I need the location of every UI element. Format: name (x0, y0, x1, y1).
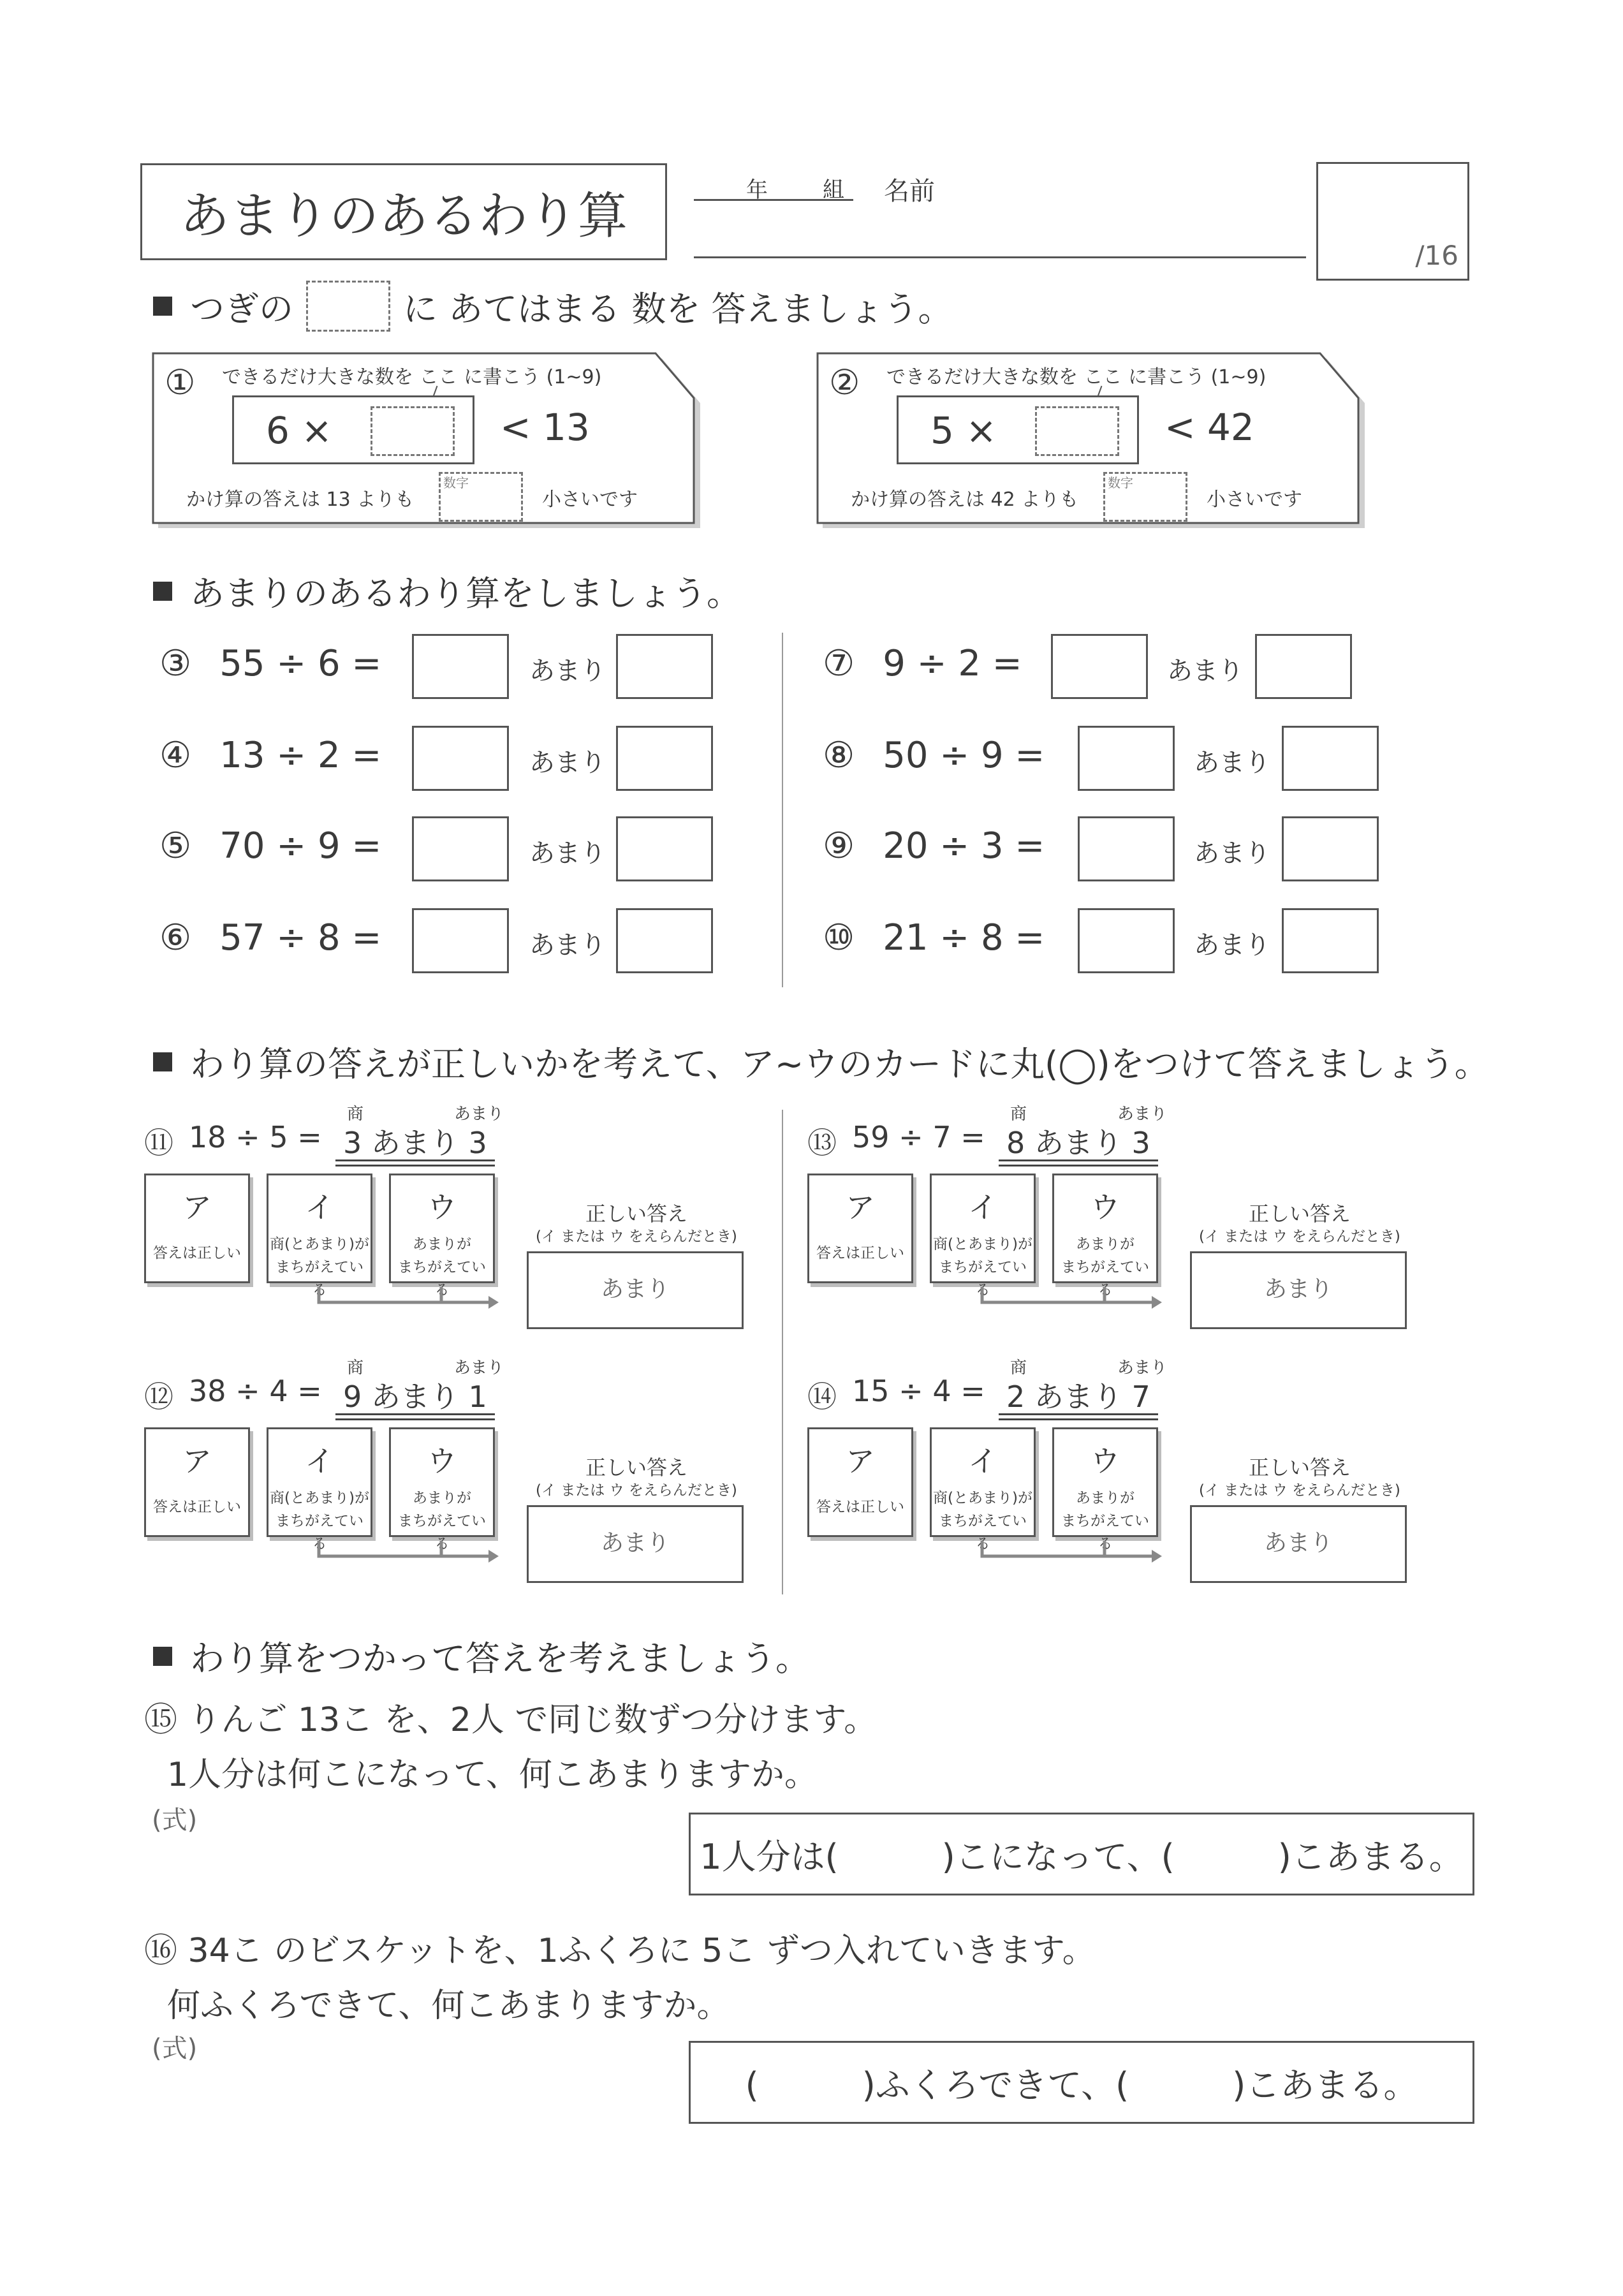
problem-number: ⑫ (144, 1380, 173, 1414)
remainder-ruby: あまり (454, 1358, 504, 1378)
name-field[interactable] (694, 256, 1306, 258)
correct-answer-box[interactable] (1190, 1251, 1407, 1329)
score-total: /16 (1415, 240, 1458, 271)
check-problem (807, 1094, 1413, 1337)
name-label: 名前 (884, 177, 935, 206)
division-expression: 13 ÷ 2 = (219, 735, 382, 776)
given-answer: 8 あまり 3 (1006, 1126, 1150, 1160)
correct-answer-title: 正しい答え (585, 1455, 688, 1480)
answer-box-16[interactable] (689, 2041, 1474, 2124)
card-a[interactable]: ア 答えは正しい (144, 1174, 250, 1283)
division-expression: 20 ÷ 3 = (883, 825, 1045, 867)
correct-box-label: あまり (1263, 1276, 1333, 1302)
problem-number: ④ (159, 735, 192, 776)
remainder-input[interactable] (1282, 908, 1379, 973)
quotient-input[interactable] (412, 816, 509, 881)
problem-number: ⑧ (823, 735, 855, 776)
quotient-ruby: 商 (347, 1358, 364, 1378)
title-box (140, 163, 667, 260)
correct-answer-sub: (イ または ウ をえらんだとき) (536, 1482, 737, 1499)
remainder-input[interactable] (1282, 816, 1379, 881)
answer-input-box[interactable] (1035, 406, 1119, 456)
score-box[interactable] (1316, 162, 1469, 281)
correct-answer-title: 正しい答え (585, 1202, 688, 1226)
problem-number: ① (165, 362, 196, 402)
problem-number: ③ (159, 643, 192, 684)
remainder-input[interactable] (616, 726, 713, 791)
remainder-label: あまり (529, 931, 606, 960)
arrow-icon (316, 1286, 501, 1311)
digit-input-box[interactable] (1103, 472, 1187, 522)
division-problem (823, 825, 1045, 867)
answer-template-15: 1人分は( )こになって、( )こあまる。 (700, 1836, 1464, 1877)
remainder-label: あまり (1194, 931, 1270, 960)
division-expression: 15 ÷ 4 = (852, 1374, 985, 1408)
quotient-input[interactable] (1078, 908, 1175, 973)
square-bullet-icon (153, 297, 172, 316)
column-divider (782, 633, 783, 987)
quotient-input[interactable] (1051, 634, 1148, 699)
correct-answer-sub: (イ または ウ をえらんだとき) (1199, 1228, 1400, 1245)
problem-16-line1: ⑯ 34こ のビスケットを、1ふくろに 5こ ずつ入れていきます。 (144, 1932, 1096, 1970)
card-u[interactable]: ウ あまりが まちがえている (1052, 1427, 1158, 1537)
answer-underline (999, 1159, 1158, 1166)
year-label: 年 (746, 177, 768, 203)
caption-post: 小さいです (1207, 489, 1302, 511)
remainder-input[interactable] (616, 816, 713, 881)
problem-1-card (152, 350, 700, 532)
division-expression: 50 ÷ 9 = (883, 735, 1045, 776)
remainder-label: あまり (1194, 839, 1270, 868)
problem-hint: できるだけ大きな数を ここ に書こう (1~9) (886, 366, 1267, 388)
card-a[interactable]: ア 答えは正しい (807, 1427, 913, 1537)
quotient-ruby: 商 (1010, 1105, 1027, 1124)
problem-number: ⑭ (807, 1380, 837, 1414)
division-problem (159, 643, 381, 684)
formula-label: (式) (152, 2034, 198, 2063)
quotient-input[interactable] (1078, 816, 1175, 881)
division-problem (823, 643, 1022, 684)
check-problem (807, 1348, 1413, 1591)
equation-rhs: < 42 (1164, 406, 1254, 449)
quotient-ruby: 商 (1010, 1358, 1027, 1378)
section2-heading: あまりのあるわり算をしましょう。 (153, 566, 741, 615)
quotient-input[interactable] (412, 908, 509, 973)
formula-area-15[interactable] (210, 1799, 657, 1875)
correct-box-label: あまり (600, 1276, 670, 1302)
remainder-input[interactable] (1282, 726, 1379, 791)
formula-label: (式) (152, 1806, 198, 1835)
division-problem (823, 735, 1045, 776)
correct-answer-title: 正しい答え (1249, 1455, 1351, 1480)
remainder-input[interactable] (616, 634, 713, 699)
correct-answer-box[interactable] (527, 1505, 744, 1583)
answer-template-16: ( )ふくろできて、( )こあまる。 (745, 2064, 1418, 2105)
answer-underline (999, 1413, 1158, 1420)
arrow-icon (980, 1286, 1164, 1311)
square-bullet-icon (153, 1052, 172, 1071)
problem-number: ⑥ (159, 917, 192, 959)
division-problem (159, 917, 381, 959)
given-answer: 3 あまり 3 (343, 1126, 487, 1160)
correct-box-label: あまり (1263, 1530, 1333, 1556)
division-problem (823, 917, 1045, 959)
answer-underline (335, 1413, 495, 1420)
problem-2-card (816, 350, 1365, 532)
problem-number: ⑩ (823, 917, 855, 959)
division-expression: 9 ÷ 2 = (883, 643, 1022, 684)
card-u[interactable]: ウ あまりが まちがえている (389, 1174, 495, 1283)
arrow-icon (316, 1540, 501, 1565)
remainder-input[interactable] (1255, 634, 1352, 699)
division-expression: 21 ÷ 8 = (883, 917, 1045, 959)
remainder-ruby: あまり (1117, 1358, 1168, 1378)
card-i[interactable]: イ 商(とあまり)が まちがえている (930, 1174, 1036, 1283)
column-divider (782, 1110, 783, 1594)
problem-number: ⑪ (144, 1126, 173, 1160)
quotient-input[interactable] (412, 634, 509, 699)
quotient-input[interactable] (1078, 726, 1175, 791)
remainder-label: あまり (529, 839, 606, 868)
card-u[interactable]: ウ あまりが まちがえている (389, 1427, 495, 1537)
answer-input-box[interactable] (371, 406, 455, 456)
quotient-input[interactable] (412, 726, 509, 791)
correct-answer-box[interactable] (1190, 1505, 1407, 1583)
problem-number: ② (829, 362, 860, 402)
equation-box (232, 395, 474, 464)
division-expression: 70 ÷ 9 = (219, 825, 382, 867)
correct-box-label: あまり (600, 1530, 670, 1556)
remainder-ruby: あまり (454, 1105, 504, 1124)
card-u[interactable]: ウ あまりが まちがえている (1052, 1174, 1158, 1283)
equation-left: 6 × (266, 409, 332, 452)
square-bullet-icon (153, 582, 172, 601)
card-a[interactable]: ア 答えは正しい (144, 1427, 250, 1537)
equation-rhs: < 13 (500, 406, 590, 449)
card-i[interactable]: イ 商(とあまり)が まちがえている (267, 1174, 372, 1283)
remainder-input[interactable] (616, 908, 713, 973)
problem-15-line1: ⑮ りんご 13こ を、2人 で同じ数ずつ分けます。 (144, 1701, 878, 1739)
caption-pre: かけ算の答えは 13 よりも (186, 489, 415, 511)
equation-box (897, 395, 1139, 464)
section3-heading: わり算の答えが正しいかを考えて、ア~ウのカードに丸(◯)をつけて答えましょう。 (153, 1037, 1489, 1086)
division-expression: 18 ÷ 5 = (189, 1120, 322, 1154)
year-class-line (694, 199, 853, 201)
quotient-ruby: 商 (347, 1105, 364, 1124)
correct-answer-sub: (イ または ウ をえらんだとき) (1199, 1482, 1400, 1499)
remainder-label: あまり (1194, 748, 1270, 777)
division-problem (159, 735, 381, 776)
problem-hint: できるだけ大きな数を ここ に書こう (1~9) (222, 366, 602, 388)
check-problem (144, 1348, 750, 1591)
remainder-label: あまり (529, 748, 606, 777)
blank-example-box (306, 281, 390, 332)
digit-box-label: 数字 (443, 475, 469, 490)
section4-heading: わり算をつかって答えを考えましょう。 (153, 1631, 810, 1681)
division-expression: 59 ÷ 7 = (852, 1120, 985, 1154)
page-title: あまりのあるわり算 (179, 188, 628, 245)
formula-area-16[interactable] (210, 2027, 657, 2103)
card-i[interactable]: イ 商(とあまり)が まちがえている (930, 1427, 1036, 1537)
remainder-label: あまり (529, 656, 606, 686)
correct-answer-title: 正しい答え (1249, 1202, 1351, 1226)
remainder-label: あまり (1167, 656, 1244, 686)
correct-answer-box[interactable] (527, 1251, 744, 1329)
problem-15-line2: 1人分は何こになって、何こあまりますか。 (167, 1756, 818, 1794)
problem-number: ⑬ (807, 1126, 837, 1160)
arrow-icon (980, 1540, 1164, 1565)
correct-answer-sub: (イ または ウ をえらんだとき) (536, 1228, 737, 1245)
digit-box-label: 数字 (1108, 475, 1133, 490)
check-problem (144, 1094, 750, 1337)
problem-number: ⑤ (159, 825, 192, 867)
card-a[interactable]: ア 答えは正しい (807, 1174, 913, 1283)
equation-left: 5 × (930, 409, 997, 452)
digit-input-box[interactable] (439, 472, 523, 522)
division-expression: 38 ÷ 4 = (189, 1374, 322, 1408)
answer-box-15[interactable] (689, 1813, 1474, 1895)
caption-pre: かけ算の答えは 42 よりも (851, 489, 1079, 511)
class-label: 組 (823, 177, 844, 203)
caption-post: 小さいです (542, 489, 638, 511)
division-expression: 55 ÷ 6 = (219, 643, 382, 684)
problem-16-line2: 何ふくろできて、何こあまりますか。 (167, 1987, 730, 2025)
problem-number: ⑨ (823, 825, 855, 867)
answer-underline (335, 1159, 495, 1166)
square-bullet-icon (153, 1647, 172, 1666)
card-i[interactable]: イ 商(とあまり)が まちがえている (267, 1427, 372, 1537)
division-problem (159, 825, 381, 867)
division-expression: 57 ÷ 8 = (219, 917, 382, 959)
problem-number: ⑦ (823, 643, 855, 684)
given-answer: 2 あまり 7 (1006, 1380, 1150, 1414)
section1-heading: つぎの に あてはまる 数を 答えましょう。 (153, 281, 953, 332)
given-answer: 9 あまり 1 (343, 1380, 487, 1414)
remainder-ruby: あまり (1117, 1105, 1168, 1124)
